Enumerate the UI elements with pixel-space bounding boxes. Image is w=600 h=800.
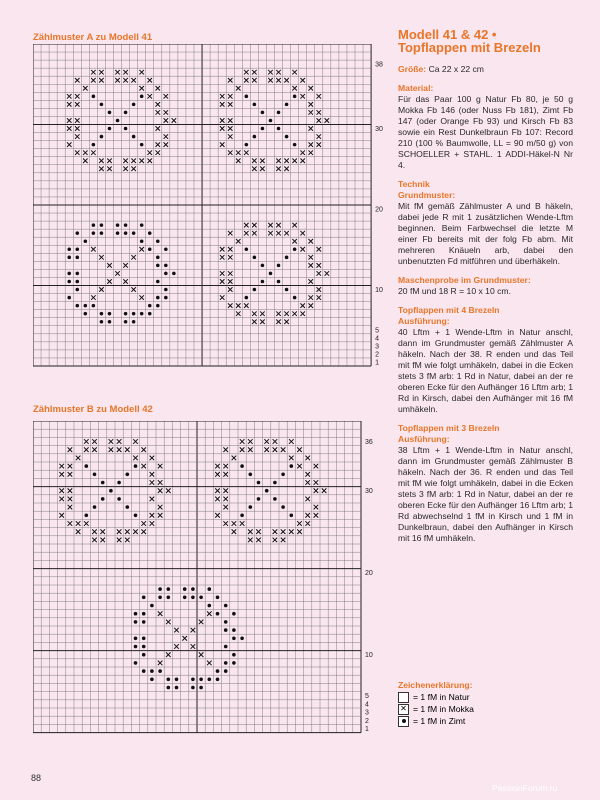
chart-a-title: Zählmuster A zu Modell 41 [33,32,153,43]
legend-item-mokka [398,703,573,715]
dot-stitch [116,119,120,123]
dot-stitch [84,513,88,517]
row-label: 10 [375,287,383,295]
row-label: 38 [375,61,383,69]
row-label: 30 [365,488,373,496]
dot-stitch [207,587,211,591]
dot-stitch [253,288,257,292]
dot-stitch [164,264,168,268]
dot-stitch [166,587,170,591]
four-text: 40 Lftm + 1 Wende-Lftm in Natur anschl, dann im Grundmuster gemäß Zählmuster A häkeln. Nach der 38. R enden und das Teil mit fM wie folgt umhäkeln, dabei in die Ecken stets 3 fM arb: 1 Rd in Natur, dabei an der re oberen Ecke für den Aufhänger 16 Lftm arb; 1 Rd in Kirsch, dabei den Aufhänger mit 16 fM umhäkeln. [398,327,573,414]
dot-stitch [101,481,105,485]
dot-stitch [134,636,138,640]
dot-stitch [224,604,228,608]
row-label: 5 [375,327,380,335]
dot-stitch [124,320,128,324]
dot-stitch [232,653,236,657]
material-title: Material: [398,83,434,93]
row-label: 36 [365,439,373,446]
dot-stitch [245,248,249,252]
dot-stitch [93,505,97,509]
dot-stitch [67,248,71,252]
dot-stitch [232,612,236,616]
dot-stitch [293,95,297,99]
dot-stitch [224,669,228,673]
dot-stitch [93,472,97,476]
three-section [398,423,573,544]
chart-a-grid [33,44,388,374]
dot-stitch [183,587,187,591]
dot-stitch [183,595,187,599]
dot-stitch [148,304,152,308]
dot-stitch [125,505,129,509]
row-label: 20 [375,206,383,214]
dot-stitch [166,677,170,681]
material-text: Für das Paar 100 g Natur Fb 80, je 50 g Mokka Fb 146 (oder Nuss Fb 181), Zimt Fb 147 (oder Orange Fb 93) und Kirsch Fb 83 sowie ein Rest Dunkelbraun Fb 107: Record 210 (100 % Baumwolle, LL = 90 m/50 g) von SCHOELLER + STAHL. 1 ADDI-Häkel-N Nr 4. [398,94,573,170]
legend-item-zimt [398,715,573,727]
dot-stitch [148,231,152,235]
dot-stitch [100,135,104,139]
legend-text: = 1 fM in Zimt [413,716,466,726]
dot-stitch [285,103,289,107]
dot-stitch [277,264,281,268]
dot-stitch [84,239,88,243]
dot-stitch [101,497,105,501]
dot-stitch [124,127,128,131]
dot-stitch [67,280,71,284]
dot-stitch [140,223,144,227]
dot-stitch [293,248,297,252]
dot-stitch [142,595,146,599]
row-label: 20 [365,570,373,578]
dot-stitch [240,513,244,517]
page-number: 88 [31,773,42,783]
dot-stitch [261,111,265,115]
dot-stitch [150,669,154,673]
dot-stitch [269,119,273,123]
dot-stitch [172,272,176,276]
dot-stitch [76,288,80,292]
dot-stitch [277,280,281,284]
dot-stitch [132,135,136,139]
dot-stitch [140,239,144,243]
dot-stitch [245,95,249,99]
dot-stitch [216,612,220,616]
dot-stitch [134,612,138,616]
dot-stitch [76,280,80,284]
dot-stitch [257,481,261,485]
dot-stitch [124,312,128,316]
size [398,64,573,75]
dot-stitch [248,505,252,509]
dot-stitch [216,669,220,673]
dot-stitch [109,489,113,493]
heading-line2: Topflappen mit Brezeln [398,40,541,55]
dot-stitch [175,686,179,690]
dot-stitch [134,661,138,665]
dot-stitch [117,481,121,485]
dot-stitch [156,296,160,300]
dot-stitch [142,620,146,624]
dot-stitch [166,686,170,690]
dot-stitch [140,95,144,99]
dot-stitch [207,677,211,681]
dot-stitch [132,312,136,316]
dot-stitch [199,595,203,599]
dot-stitch [224,661,228,665]
dot-stitch [100,223,104,227]
legend-item-natur [398,691,573,703]
dot-stitch [148,248,152,252]
dot-stitch [164,288,168,292]
dot-stitch [273,481,277,485]
dot-stitch [191,686,195,690]
dot-stitch [156,304,160,308]
material-section [398,83,573,171]
dot-stitch [92,223,96,227]
legend [398,680,573,727]
dot-stitch [257,497,261,501]
row-label: 5 [365,693,369,701]
dot-stitch [216,677,220,681]
dot-stitch [248,472,252,476]
cross-cell-icon: ✕ [398,704,409,715]
legend-title: Zeichenerklärung: [398,680,473,690]
dot-stitch [124,223,128,227]
dot-stitch [142,669,146,673]
dot-stitch [156,264,160,268]
dot-stitch [245,296,249,300]
dot-stitch [199,677,203,681]
dot-stitch [108,320,112,324]
heading-line1: Modell 41 & 42 • [398,27,497,42]
dot-stitch [132,231,136,235]
dot-stitch [142,653,146,657]
dot-stitch [150,604,154,608]
technique-section [398,179,573,267]
dot-stitch [240,636,244,640]
dot-stitch [92,95,96,99]
dot-stitch [277,127,281,131]
chart-b-grid [33,421,388,741]
dot-stitch [293,143,297,147]
row-label: 3 [365,709,369,717]
dot-stitch [293,296,297,300]
dot-stitch [269,272,273,276]
dot-stitch [84,464,88,468]
three-text: 38 Lftm + 1 Wende-Lftm in Natur anschl, dann im Grundmuster gemäß Zählmuster B häkeln. Nach der 36. R enden und das Teil mit fM wie folgt umhäkeln, dabei in die Ecken stets 3 fM arb: 1 Rd in Natur, dabei an der re oberen Ecke für den Aufhänger 16 Lftm arb; 1 Rd abwechselnd 1 fM in Kirsch und 1 fM in Dunkelbraun, dabei den Aufhänger in Kirsch mit 16 fM umhäkeln. [398,445,573,543]
dot-stitch [224,628,228,632]
dot-stitch [191,595,195,599]
dot-stitch [265,489,269,493]
dot-stitch [67,296,71,300]
dot-stitch [142,612,146,616]
dot-stitch [140,312,144,316]
row-label: 10 [365,652,373,660]
row-label: 30 [375,126,383,134]
dot-stitch [285,288,289,292]
dot-stitch [289,513,293,517]
dot-stitch [132,103,136,107]
dot-stitch [232,636,236,640]
dot-stitch [240,464,244,468]
dot-stitch [134,513,138,517]
dot-stitch [224,645,228,649]
dot-stitch [277,111,281,115]
dot-stitch [191,587,195,591]
dot-stitch [92,143,96,147]
dot-stitch [216,595,220,599]
row-label: 4 [375,335,380,343]
dot-stitch [100,320,104,324]
dot-stitch [289,464,293,468]
dot-stitch [76,256,80,260]
chart-b-title: Zählmuster B zu Modell 42 [33,404,153,415]
three-subtitle: Ausführung: [398,434,450,444]
dot-stitch [132,320,136,324]
dot-stitch [156,256,160,260]
dot-stitch [134,645,138,649]
dot-stitch [199,686,203,690]
dot-stitch [232,661,236,665]
dot-stitch [164,248,168,252]
dot-stitch [156,280,160,284]
dot-stitch [150,677,154,681]
dot-stitch [84,304,88,308]
dot-stitch [191,677,195,681]
dot-stitch [273,497,277,501]
dot-stitch [108,127,112,131]
watermark: PassionForum.ru [492,783,558,793]
dot-stitch [253,256,257,260]
size-label: Größe: [398,64,427,74]
dot-stitch [116,231,120,235]
technique-text: Mit fM gemäß Zählmuster A und B häkeln, dabei jede R mit 1 zusätzlichen Wende-Lftm beginnen. Beim Farbwechsel die letzte M einer Fb bereits mit der folg Fb abm. Mit mehreren Knäueln arb, dabei den unbenutzten Fd mitführen und überhäkeln. [398,201,573,266]
dot-stitch [76,231,80,235]
dot-stitch [166,595,170,599]
dot-stitch [140,143,144,147]
size-value: Ca 22 x 22 cm [428,64,484,74]
dot-stitch [108,111,112,115]
row-label: 3 [375,343,380,351]
dot-stitch [207,604,211,608]
dot-cell-icon [398,716,409,727]
dot-stitch [76,248,80,252]
dot-stitch [148,312,152,316]
four-title: Topflappen mit 4 Brezeln [398,305,500,315]
dot-stitch [261,127,265,131]
dot-stitch [134,464,138,468]
dot-stitch [285,135,289,139]
dot-stitch [124,111,128,115]
dot-stitch [158,669,162,673]
dot-stitch [142,645,146,649]
dot-stitch [124,231,128,235]
four-section [398,305,573,415]
dot-stitch [158,587,162,591]
dot-stitch [175,677,179,681]
dot-stitch [245,143,249,147]
technique-subtitle: Grundmuster: [398,190,456,200]
dot-stitch [125,472,129,476]
gauge-section [398,275,573,297]
dot-stitch [100,312,104,316]
dot-stitch [67,272,71,276]
four-subtitle: Ausführung: [398,316,450,326]
dot-stitch [232,628,236,632]
technique-title: Technik [398,179,430,189]
dot-stitch [67,256,71,260]
dot-stitch [92,231,96,235]
dot-stitch [76,272,80,276]
chart-b [33,421,388,741]
chart-a [33,44,388,374]
dot-stitch [281,505,285,509]
dot-stitch [92,304,96,308]
dot-stitch [134,620,138,624]
three-title: Topflappen mit 3 Brezeln [398,423,500,433]
gauge-title: Maschenprobe im Grundmuster: [398,275,531,285]
dot-stitch [156,239,160,243]
dot-stitch [261,280,265,284]
dot-stitch [108,312,112,316]
row-label: 4 [365,701,369,709]
dot-stitch [281,472,285,476]
dot-stitch [158,595,162,599]
row-label: 2 [365,717,369,725]
row-label: 1 [375,359,380,367]
gauge-text: 20 fM und 18 R = 10 x 10 cm. [398,286,511,296]
dot-stitch [142,636,146,640]
instructions [398,28,573,544]
legend-text: = 1 fM in Natur [413,692,470,702]
row-label: 1 [365,726,369,733]
dot-stitch [164,296,168,300]
dot-stitch [224,620,228,624]
dot-stitch [253,135,257,139]
dot-stitch [100,103,104,107]
dot-stitch [117,497,121,501]
dot-stitch [164,272,168,276]
dot-stitch [116,223,120,227]
dot-stitch [100,231,104,235]
dot-stitch [285,256,289,260]
dot-stitch [253,103,257,107]
blank-cell-icon [398,692,409,703]
dot-stitch [84,312,88,316]
row-label: 2 [375,351,380,359]
dot-stitch [76,304,80,308]
legend-text: = 1 fM in Mokka [413,704,474,714]
dot-stitch [261,264,265,268]
